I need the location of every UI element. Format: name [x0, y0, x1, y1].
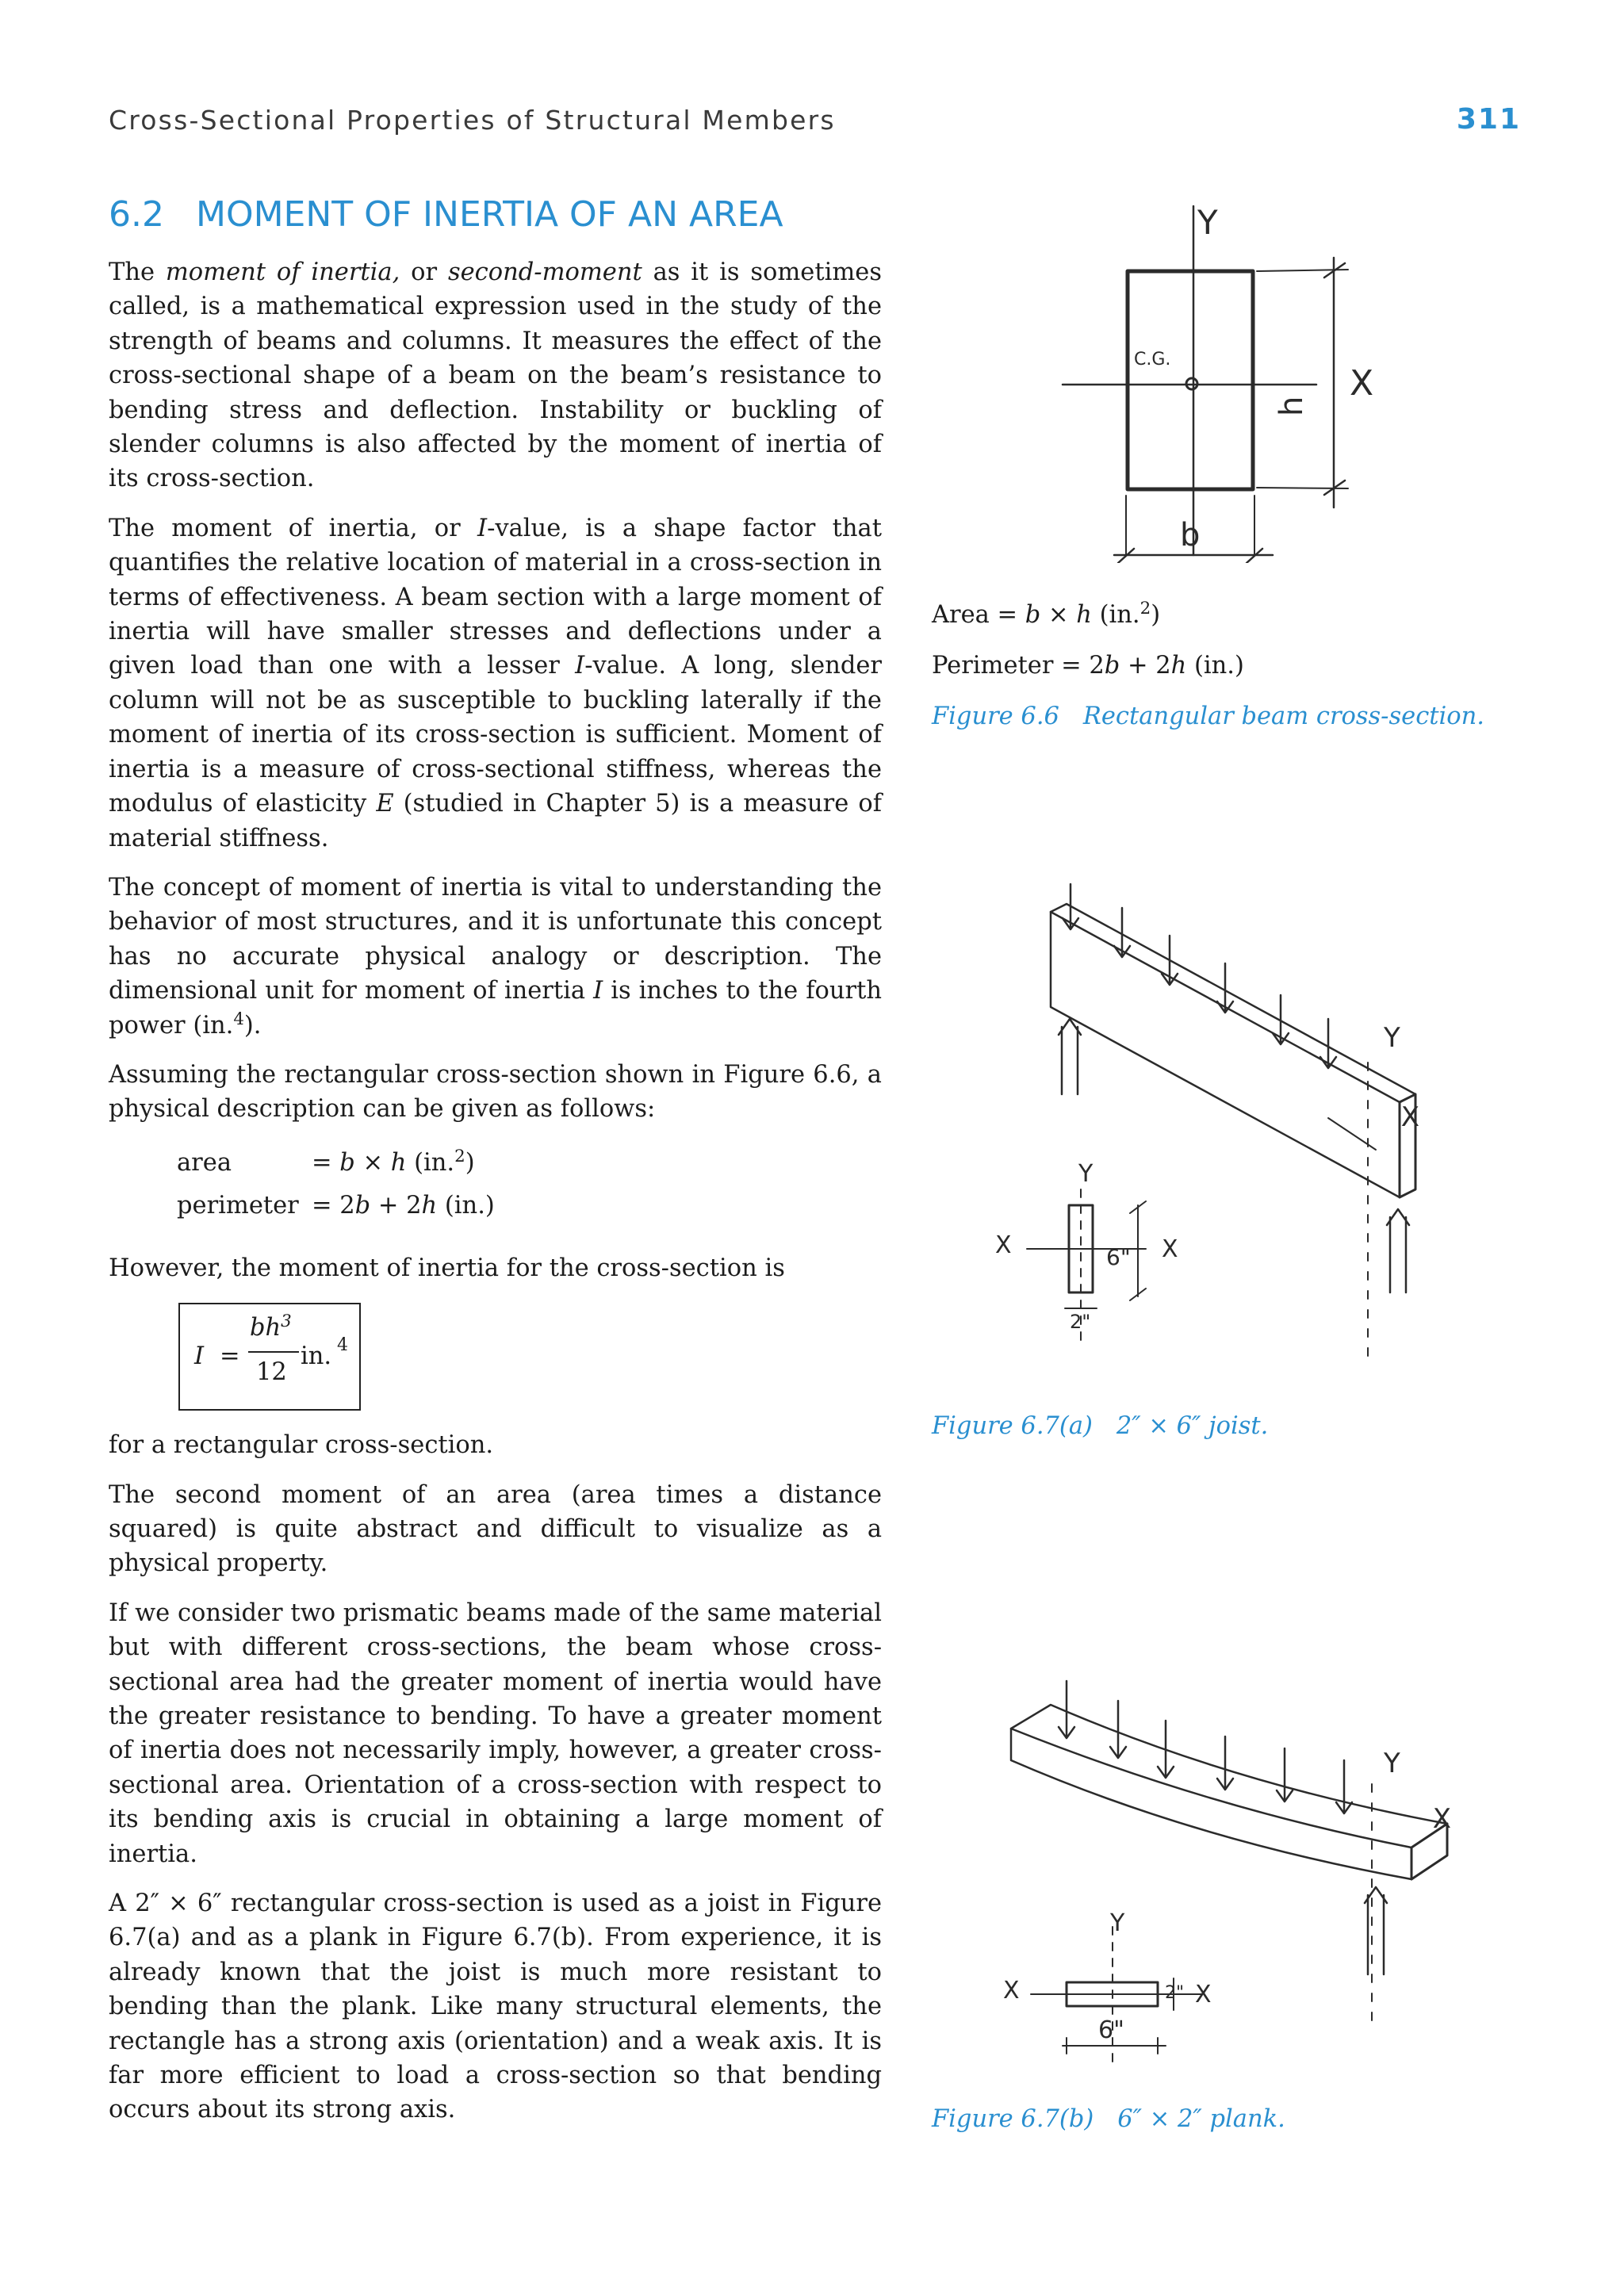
math-i: I	[194, 1342, 205, 1371]
text-run: =	[312, 1148, 340, 1177]
math-bh: bh	[250, 1314, 282, 1342]
text-run: -value. A long, slender column will not be as susceptible to buckling laterally if the moment of inertia of its cross-section is sufficient. Moment of inertia is a measure of cross-sectional stiffness, whereas the modulus of elasticity	[109, 652, 883, 818]
label-h: h	[1274, 396, 1310, 416]
math-h: h	[421, 1191, 438, 1220]
paragraph-7: The second moment of an area (area times a distance squared) is quite abstract and difficult to visualize as a physical property.	[109, 1480, 882, 1578]
text-run: =	[989, 601, 1025, 629]
equals-sign: =	[220, 1342, 240, 1371]
figure-caption-text: Rectangular beam cross-section.	[1082, 703, 1484, 730]
figure-6-7a-sketch	[979, 864, 1423, 1380]
paragraph-9: A 2″ × 6″ rectangular cross-section is used as a joist in Figure 6.7(a) and as a plank in Figure 6.7(b). From experience, it is already known that the joist is much more resistant to bending than the plank. Like many structural elements, the rectangle has a strong axis (orientation) and a weak axis. It is far more efficient to load a cross-section so that bending occurs about its strong axis.	[109, 1890, 882, 2124]
text-run: + 2	[370, 1191, 422, 1220]
text-run: (studied in Chapter 5) is a measure of material stiffness.	[109, 790, 882, 852]
figure-6-7b-caption	[932, 2105, 1285, 2133]
section-label-x-left: X	[995, 1231, 1012, 1259]
text-run: as it is sometimes called, is a mathematical expression used in the study of the strength of beams and columns. It measures the effect of the cross-sectional shape of a beam on the beam’s resistance to bending stress and deflection. Instability or buckling of slender columns is also affected by the moment of inertia of its cross-section.	[109, 258, 882, 493]
height-dimension	[1130, 1201, 1146, 1300]
dim-6-label: 6"	[1106, 1244, 1131, 1270]
emphasis-second-moment: second-moment	[447, 258, 642, 286]
figure-number: Figure 6.7(a)	[932, 1412, 1093, 1440]
section-label-x-right: X	[1195, 1981, 1212, 2008]
text-run: is inches to the fourth power (in.	[109, 977, 882, 1040]
label-y: Y	[1384, 1748, 1400, 1779]
text-run: The	[109, 258, 166, 286]
text-run: Area	[932, 601, 990, 629]
running-head: Cross-Sectional Properties of Structural Members	[109, 105, 836, 136]
section-label-y: Y	[1110, 1909, 1125, 1937]
figure-6-7a-caption	[932, 1412, 1268, 1440]
math-b: b	[339, 1148, 355, 1177]
superscript: 4	[337, 1335, 348, 1356]
section-heading	[109, 194, 783, 235]
text-run: (in.)	[1186, 652, 1244, 680]
formula-area	[177, 1142, 882, 1185]
paragraph-1	[109, 255, 882, 496]
label-b: b	[1180, 517, 1201, 553]
fraction-bar	[248, 1351, 299, 1353]
math-i: I	[477, 514, 488, 542]
section-label-x-left: X	[1003, 1977, 1020, 2005]
superscript: 2	[454, 1146, 465, 1166]
joist-side-face	[1051, 912, 1400, 1197]
text-run: The moment of inertia, or	[109, 514, 478, 542]
right-reaction-arrow	[1387, 1209, 1409, 1292]
section-title: MOMENT OF INERTIA OF AN AREA	[195, 194, 783, 235]
math-h: h	[1076, 601, 1092, 629]
text-run: The concept of moment of inertia is vital to understanding the behavior of most structures, and it is unfortunate this concept has no accurate physical analogy or description. The dimensional unit for moment of inertia	[109, 873, 882, 1005]
math-i: I	[593, 977, 603, 1005]
dim-6-label: 6"	[1098, 2016, 1124, 2044]
math-b: b	[1104, 652, 1120, 680]
label-x: X	[1350, 363, 1374, 404]
formula-label: perimeter	[177, 1191, 299, 1220]
math-i: I	[575, 652, 585, 680]
figure-6-7b-sketch	[987, 1625, 1463, 2070]
paragraph-5: However, the moment of inertia for the cross-section is	[109, 1254, 785, 1282]
figure-6-6-sketch	[1055, 190, 1419, 563]
figure-6-6-caption	[932, 703, 1484, 730]
text-run: ×	[1040, 601, 1077, 629]
left-reaction-arrow	[1059, 1019, 1081, 1094]
text-run: = 2	[312, 1191, 355, 1220]
paragraph-4: Assuming the rectangular cross-section shown in Figure 6.6, a physical description can be given as follows:	[109, 1060, 882, 1124]
formula-perimeter	[177, 1185, 882, 1227]
math-h: h	[390, 1148, 407, 1177]
text-run: Perimeter	[932, 652, 1054, 680]
figure-caption-text: 2″ × 6″ joist.	[1116, 1412, 1269, 1440]
text-run: (in.	[1091, 601, 1140, 629]
main-column	[109, 255, 882, 2142]
text-run: or	[400, 258, 448, 286]
math-h: h	[1170, 652, 1187, 680]
figure-number: Figure 6.6	[932, 703, 1059, 730]
text-run: = 2	[1053, 652, 1105, 680]
right-reaction-arrow	[1365, 1887, 1387, 1974]
section-number: 6.2	[109, 194, 164, 235]
area-perimeter-formulas	[177, 1142, 882, 1227]
text-run: ×	[354, 1148, 391, 1177]
label-y: Y	[1197, 203, 1218, 242]
text-run: )	[465, 1148, 475, 1177]
paragraph-6: for a rectangular cross-section.	[109, 1431, 494, 1460]
text-run: )	[1151, 601, 1161, 629]
emphasis-moment-of-inertia: moment of inertia,	[165, 258, 400, 286]
load-arrow-heads	[1059, 1727, 1352, 1813]
figure-caption-text: 6″ × 2″ plank.	[1117, 2105, 1285, 2133]
superscript: 4	[233, 1009, 244, 1029]
section-rectangle	[1128, 271, 1253, 489]
dim-2-label: 2"	[1070, 1311, 1091, 1333]
unit-text: in.	[301, 1342, 332, 1371]
text-run: (in.	[406, 1148, 455, 1177]
fraction-denominator: 12	[256, 1358, 287, 1387]
paragraph-2	[109, 511, 882, 856]
moment-of-inertia-formula-box	[178, 1303, 361, 1411]
math-e: E	[376, 790, 394, 818]
label-y: Y	[1384, 1022, 1400, 1054]
text-run: + 2	[1120, 652, 1171, 680]
figure-number: Figure 6.7(b)	[932, 2105, 1094, 2133]
paragraph-8: If we consider two prismatic beams made of the same material but with different cross-sections, the beam whose cross-sectional area had the greater moment of inertia would have the greater resistance to bending. To have a greater moment of inertia does not necessarily imply, however, a greater cross-sectional area. Orientation of a cross-section with respect to its bending axis is crucial in obtaining a large moment of inertia.	[109, 1599, 882, 1868]
dim-2-label: 2"	[1165, 1983, 1185, 2003]
plank-top-face	[1011, 1705, 1447, 1848]
label-x: X	[1432, 1803, 1451, 1835]
math-b: b	[1025, 601, 1041, 629]
fraction-numerator	[250, 1311, 292, 1345]
figure-6-6-perimeter	[932, 652, 1244, 680]
figure-6-6-area	[932, 598, 1161, 629]
superscript: 3	[281, 1311, 292, 1331]
formula-label: area	[177, 1148, 232, 1177]
text-run: (in.)	[437, 1191, 495, 1220]
section-label-x-right: X	[1162, 1235, 1178, 1263]
label-cg: C.G.	[1134, 350, 1171, 370]
text-run: ).	[243, 1011, 262, 1040]
label-x: X	[1400, 1101, 1419, 1133]
paragraph-3	[109, 871, 882, 1043]
page-number: 311	[1456, 103, 1521, 136]
math-b: b	[354, 1191, 371, 1220]
section-label-y: Y	[1078, 1160, 1094, 1188]
superscript: 2	[1139, 598, 1151, 618]
text-run: -value, is a shape factor that quantifies the relative location of material in a cross-section in terms of effectiveness. A beam section with a large moment of inertia will have smaller stresses and deflections under a given load than one with a lesser	[109, 514, 882, 680]
